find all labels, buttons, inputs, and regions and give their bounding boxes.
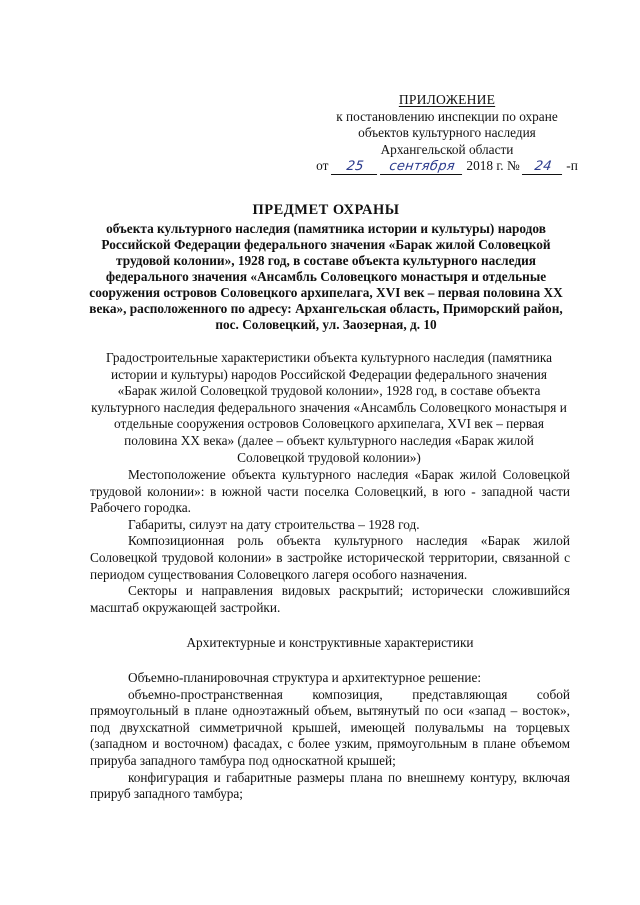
title-block — [84, 201, 568, 333]
appendix-line-1: к постановлению инспекции по охране — [336, 108, 558, 124]
paragraph-plan-configuration: конфигурация и габаритные размеры плана по внешнему контуру, включая прируб западного тамбура; — [90, 769, 570, 802]
document-title: ПРЕДМЕТ ОХРАНЫ — [252, 202, 400, 218]
paragraph-spatial-composition: объемно-пространственная композиция, представляющая собой прямоугольный в плане одноэтажный объем, вытянутый по оси «запад – восток», под двухскатной симметричной крышей, имеющей полувальмы на торцевых (западном и восточном) фасадах, с более узким, прямоугольным в плане объемом прируба западного тамбура под односкатной крышей; — [90, 686, 570, 768]
date-prefix: от — [316, 158, 329, 173]
paragraph-composition-role: Композиционная роль объекта культурного наследия «Барак жилой Соловецкой трудовой колонии» в застройке исторической территории, связанной с периодом существования Соловецкого лагеря особого назначения. — [90, 533, 570, 582]
appendix-heading: ПРИЛОЖЕНИЕ — [398, 92, 496, 107]
document-subject: объекта культурного наследия (памятника истории и культуры) народов Российской Федерации федерального значения «Барак жилой Соловецкой трудовой колонии», 1928 год, в составе объекта культурного наследия федерального значения «Ансамбль Соловецкого монастыря и отдельные сооружения островов Соловецкого архипелага, XVI век – первая половина XX века», расположенного по адресу: Архангельская область, Приморский район, пос. Соловецкий, ул. Заозерная, д. 10 — [89, 221, 563, 332]
appendix-line-2: объектов культурного наследия — [358, 125, 536, 140]
document-body — [90, 467, 570, 803]
date-year: 2018 г. № — [466, 158, 520, 173]
appendix-date-line — [312, 158, 582, 175]
paragraph-structure-intro: Объемно-планировочная структура и архитектурное решение: — [128, 669, 482, 685]
paragraph-location: Местоположение объекта культурного наследия «Барак жилой Соловецкой трудовой колонии»: в южной части поселка Соловецкий, в юго - западной части Рабочего городка. — [90, 467, 570, 516]
urban-characteristics-heading: Градостроительные характеристики объекта культурного наследия (памятника истории и культуры) народов Российской Федерации федерального значения «Барак жилой Соловецкой трудовой колонии», 1928 год, в составе объекта культурного наследия федерального значения «Ансамбль Соловецкого монастыря и отдельные сооружения островов Соловецкого архипелага, XVI век – первая половина XX века» (далее – объект культурного наследия «Барак жилой Соловецкой трудовой колонии») — [91, 350, 567, 465]
handwritten-number: 24 — [522, 160, 564, 175]
handwritten-day: 25 — [331, 160, 379, 175]
number-suffix: -п — [566, 158, 578, 173]
paragraph-view-sectors: Секторы и направления видовых раскрытий; исторически сложившийся масштаб окружающей застройки. — [90, 583, 570, 615]
appendix-line-3: Архангельской области — [380, 141, 514, 157]
handwritten-month: сентября — [380, 160, 464, 175]
paragraph-dimensions: Габариты, силуэт на дату строительства – 1928 год. — [128, 516, 420, 532]
appendix-block — [312, 92, 582, 175]
architectural-heading: Архитектурные и конструктивные характеристики — [186, 635, 474, 651]
